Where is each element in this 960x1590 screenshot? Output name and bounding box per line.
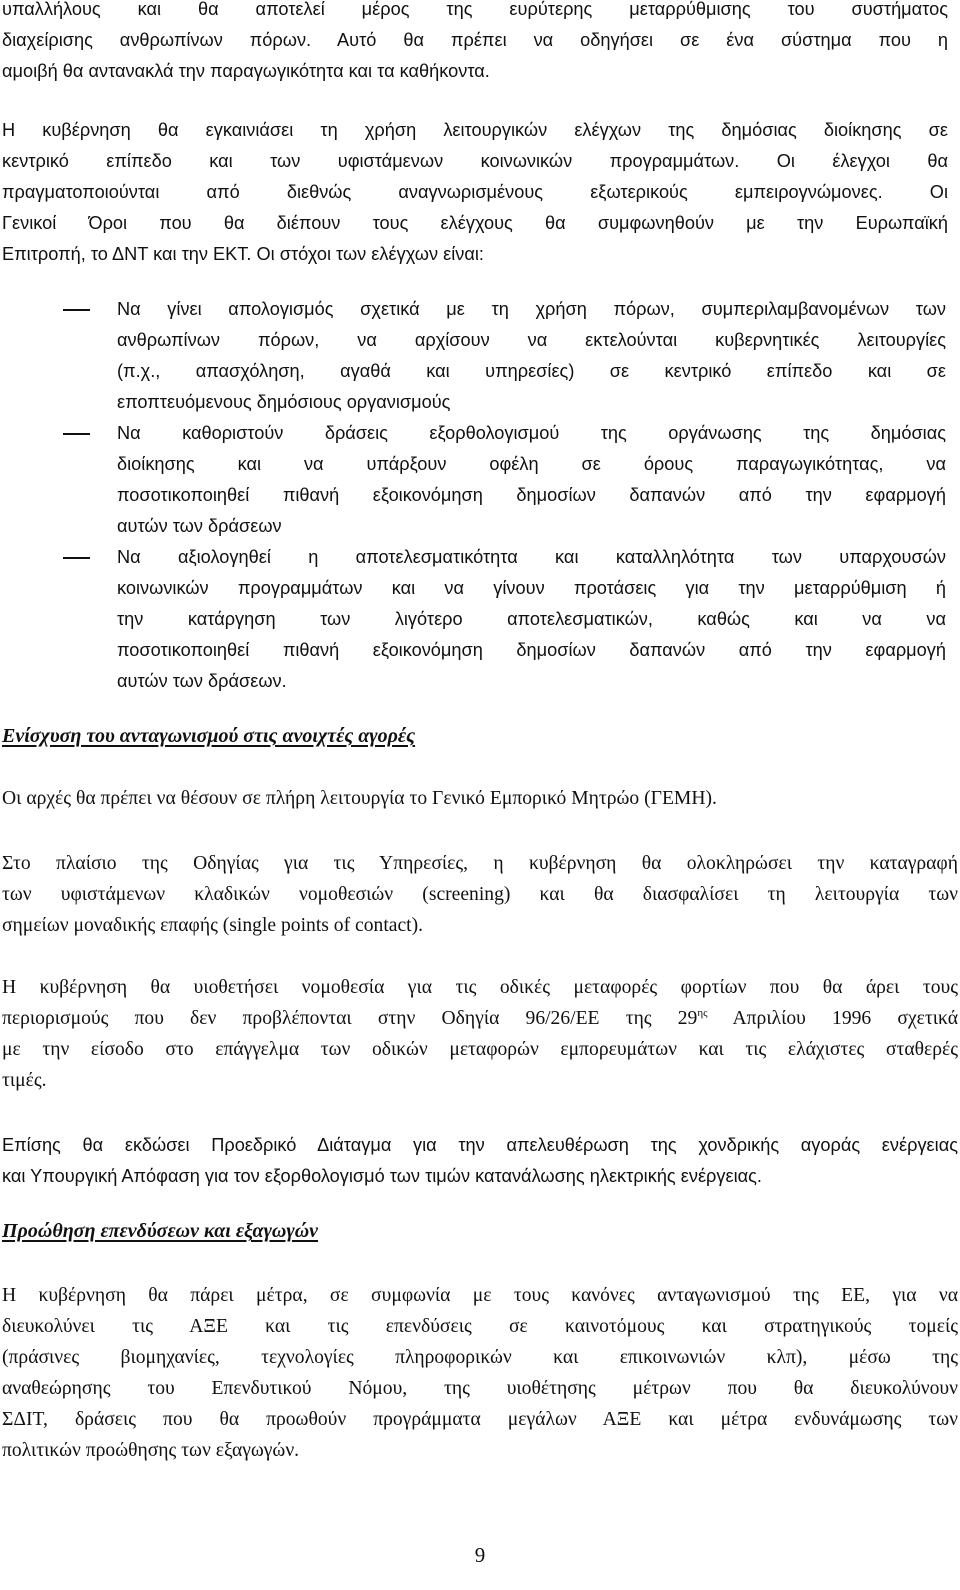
competition-paragraph-4 <box>2 1130 958 1192</box>
investment-line: ΣΔΙΤ, δράσεις που θα προωθούν προγράμματα μεγάλων ΑΞΕ και μέτρα ενδυνάμωσης των <box>2 1409 958 1430</box>
investment-line: Η κυβέρνηση θα πάρει μέτρα, σε συμφωνία με τους κανόνες ανταγωνισμού της ΕΕ, για να <box>2 1285 958 1306</box>
objective-line: ποσοτικοποιηθεί πιθανή εξοικονόμηση δημοσίων δαπανών από την εφαρμογή <box>117 485 946 505</box>
date-text-after: Απριλίου 1996 σχετικά <box>707 1008 958 1029</box>
competition-line: Στο πλαίσιο της Οδηγίας για τις Υπηρεσίες, η κυβέρνηση θα ολοκληρώσει την καταγραφή <box>2 853 958 874</box>
controls-line: πραγματοποιούνται από διεθνώς αναγνωρισμένους εξωτερικούς εμπειρογνώμονες. Οι <box>2 182 948 202</box>
objective-line: Να καθοριστούν δράσεις εξορθολογισμού της οργάνωσης της δημόσιας <box>117 423 946 443</box>
competition-paragraph-2 <box>2 848 958 941</box>
objective-line: κοινωνικών προγραμμάτων και να γίνουν προτάσεις για την μεταρρύθμιση ή <box>117 578 946 598</box>
objective-line: αυτών των δράσεων <box>117 516 282 536</box>
competition-line: τιμές. <box>2 1070 47 1091</box>
objective-item <box>0 542 946 697</box>
intro-line: αμοιβή θα αντανακλά την παραγωγικότητα και τα καθήκοντα. <box>2 61 490 81</box>
dash-bullet-icon <box>63 433 90 435</box>
investment-paragraph <box>2 1280 958 1466</box>
dash-bullet-icon <box>63 557 90 559</box>
competition-line: Οι αρχές θα πρέπει να θέσουν σε πλήρη λειτουργία το Γενικό Εμπορικό Μητρώο (ΓΕΜΗ). <box>2 788 717 809</box>
investment-line: διευκολύνει τις ΑΞΕ και τις επενδύσεις σε καινοτόμους και στρατηγικούς τομείς <box>2 1316 958 1337</box>
objective-line: αυτών των δράσεων. <box>117 671 287 691</box>
competition-line: των υφιστάμενων κλαδικών νομοθεσιών (screening) και θα διασφαλίσει τη λειτουργία των <box>2 884 958 905</box>
section-heading-investment: Προώθηση επενδύσεων και εξαγωγών <box>2 1220 319 1242</box>
competition-line: και Υπουργική Απόφαση για τον εξορθολογισμό των τιμών κατανάλωσης ηλεκτρικής ενέργειας. <box>2 1166 762 1186</box>
objectives-list <box>0 294 960 697</box>
controls-line: κεντρικό επίπεδο και των υφιστάμενων κοινωνικών προγραμμάτων. Οι έλεγχοι θα <box>2 151 948 171</box>
competition-paragraph-1 <box>2 783 958 814</box>
objective-line: (π.χ., απασχόληση, αγαθά και υπηρεσίες) σε κεντρικό επίπεδο και σε <box>117 361 946 381</box>
controls-line: Γενικοί Όροι που θα διέπουν τους ελέγχους θα συμφωνηθούν με την Ευρωπαϊκή <box>2 213 948 233</box>
controls-line: Η κυβέρνηση θα εγκαινιάσει τη χρήση λειτουργικών ελέγχων της δημόσιας διοίκησης σε <box>2 120 948 140</box>
objective-line: Να αξιολογηθεί η αποτελεσματικότητα και καταλληλότητα των υπαρχουσών <box>117 547 946 567</box>
objective-line: ποσοτικοποιηθεί πιθανή εξοικονόμηση δημοσίων δαπανών από την εφαρμογή <box>117 640 946 660</box>
competition-paragraph-3 <box>2 972 958 1096</box>
objective-line: την κατάργηση των λιγότερο αποτελεσματικών, καθώς και να να <box>117 609 946 629</box>
objective-line: εποπτευόμενους δημόσιους οργανισμούς <box>117 392 451 412</box>
objective-line: διοίκησης και να υπάρξουν οφέλη σε όρους παραγωγικότητας, να <box>117 454 946 474</box>
date-text-before: περιορισμούς που δεν προβλέπονται στην Οδηγία 96/26/ΕΕ της 29 <box>2 1008 698 1029</box>
competition-line: σημείων μοναδικής επαφής (single points of contact). <box>2 915 424 936</box>
objective-line: Να γίνει απολογισμός σχετικά με τη χρήση πόρων, συμπεριλαμβανομένων των <box>117 299 946 319</box>
intro-line: υπαλλήλους και θα αποτελεί μέρος της ευρύτερης μεταρρύθμισης του συστήματος <box>2 0 948 19</box>
controls-line: Επιτροπή, το ΔΝΤ και την ΕΚΤ. Οι στόχοι των ελέγχων είναι: <box>2 244 484 264</box>
section-heading-competition: Ενίσχυση του ανταγωνισμού στις ανοιχτές αγορές <box>2 725 416 747</box>
controls-paragraph <box>2 115 948 270</box>
objective-item <box>0 418 946 542</box>
page-number: 9 <box>474 1543 486 1567</box>
investment-line: πολιτικών προώθησης των εξαγωγών. <box>2 1440 300 1461</box>
ordinal-superscript: ης <box>697 1007 708 1019</box>
competition-line: Η κυβέρνηση θα υιοθετήσει νομοθεσία για τις οδικές μεταφορές φορτίων που θα άρει τους <box>2 977 958 998</box>
dash-bullet-icon <box>63 309 90 311</box>
competition-line: Επίσης θα εκδώσει Προεδρικό Διάταγμα για την απελευθέρωση της χονδρικής αγοράς ενέργειας <box>2 1135 958 1155</box>
objective-line: ανθρωπίνων πόρων, να αρχίσουν να εκτελούνται κυβερνητικές λειτουργίες <box>117 330 946 350</box>
intro-paragraph <box>2 0 948 87</box>
competition-line: με την είσοδο στο επάγγελμα των οδικών μεταφορών εμπορευμάτων και τις ελάχιστες σταθερές <box>2 1039 958 1060</box>
investment-line: αναθεώρησης του Επενδυτικού Νόμου, της υιοθέτησης μέτρων που θα διευκολύνουν <box>2 1378 958 1399</box>
competition-line-with-date <box>2 1003 958 1034</box>
objective-item <box>0 294 946 418</box>
intro-line: διαχείρισης ανθρωπίνων πόρων. Αυτό θα πρέπει να οδηγήσει σε ένα σύστημα που η <box>2 30 948 50</box>
investment-line: (πράσινες βιομηχανίες, τεχνολογίες πληροφορικών και επικοινωνιών κλπ), μέσω της <box>2 1347 958 1368</box>
